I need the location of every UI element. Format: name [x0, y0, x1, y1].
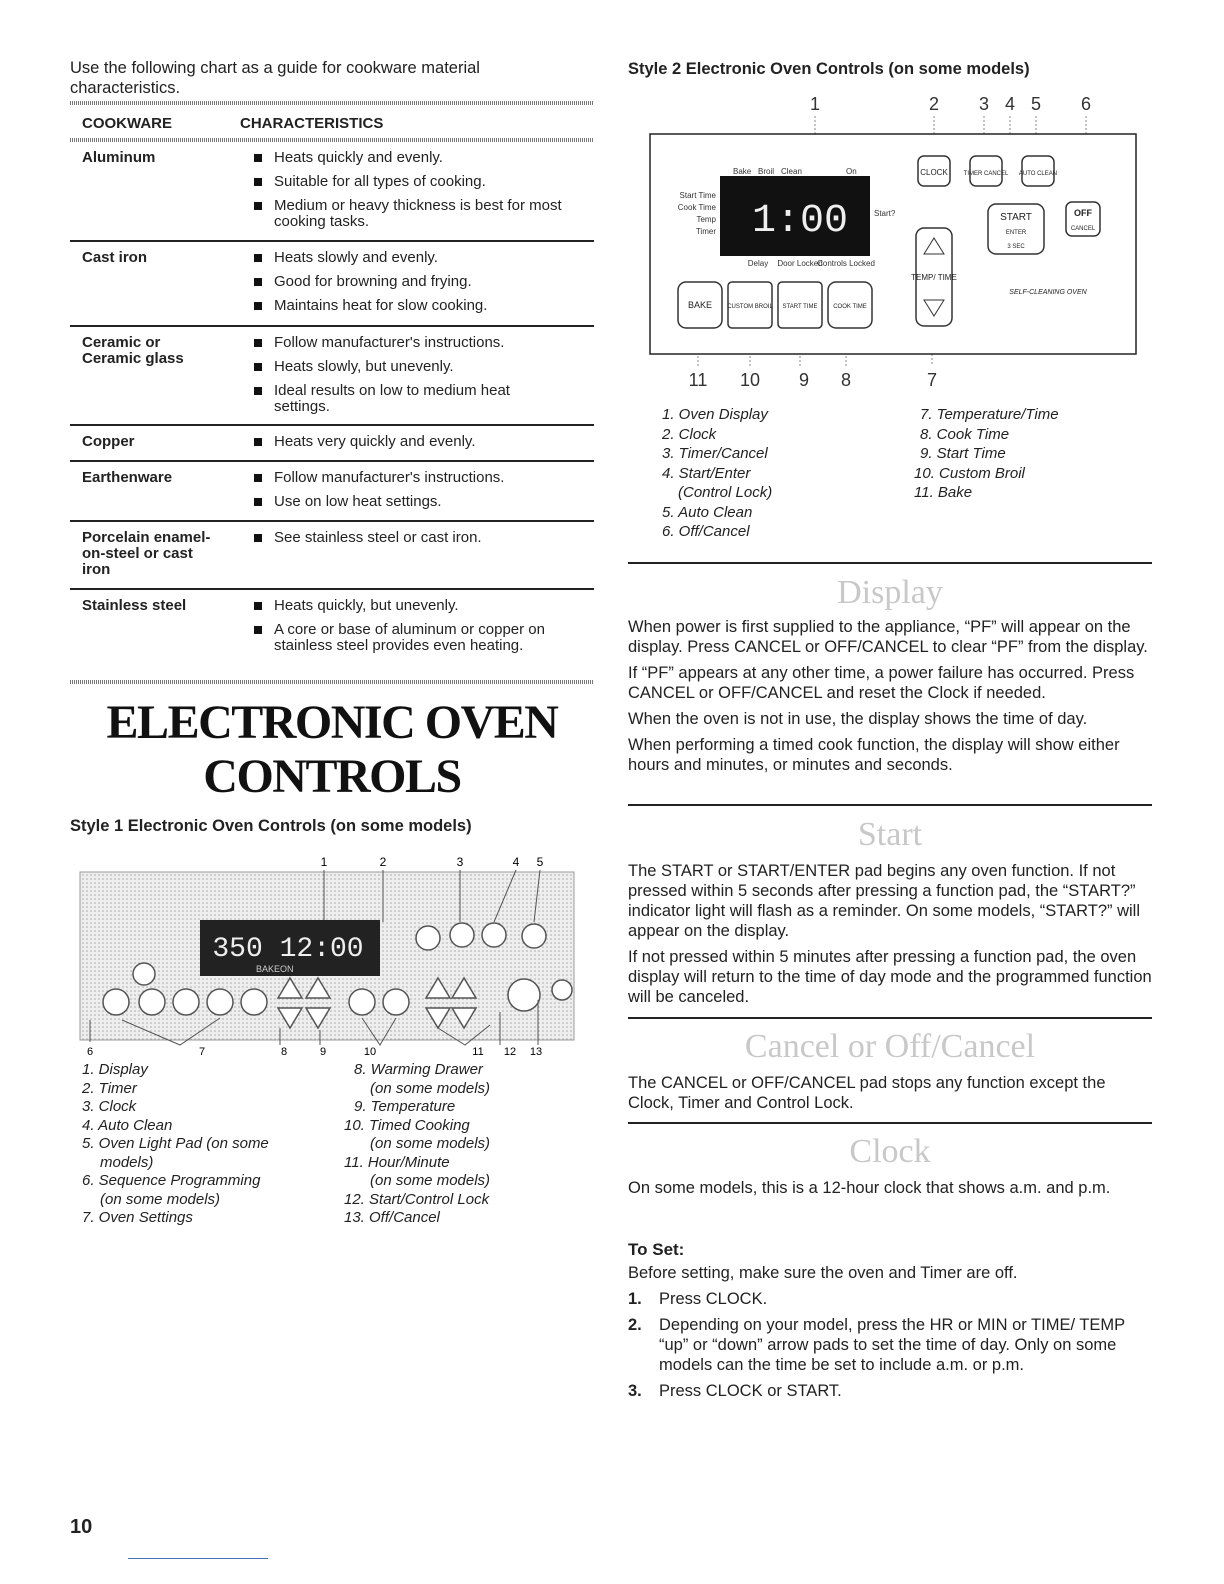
display-readout: 350 12:00 — [212, 934, 364, 965]
legend-item: 1. Oven Display — [662, 406, 768, 423]
legend-item: 5. Oven Light Pad (on some — [82, 1135, 269, 1152]
row-divider — [70, 460, 594, 462]
list-item: Heats slowly and evenly. — [240, 250, 594, 266]
list-item — [628, 1315, 1152, 1375]
oven-settings-pad[interactable] — [207, 989, 233, 1015]
to-set-heading: To Set: — [628, 1240, 685, 1259]
start-pad[interactable] — [508, 979, 540, 1011]
list-item: Suitable for all types of cooking. — [240, 174, 594, 190]
callout-label: 4 — [512, 855, 520, 869]
callout-label: 10 — [363, 1046, 377, 1058]
display-label: Door Locked — [777, 259, 823, 268]
list-item: Heats slowly, but unevenly. — [240, 359, 594, 375]
display-label: Timer — [695, 227, 716, 236]
start-section-title: Start — [857, 816, 923, 853]
off-cancel-pad[interactable] — [552, 980, 572, 1000]
style1-legend-left — [82, 1061, 269, 1228]
display-badge-on: ON — [280, 964, 294, 974]
legend-item: (Control Lock) — [678, 484, 773, 501]
style2-heading: Style 2 Electronic Oven Controls (on some models) — [628, 60, 1030, 78]
legend-item: 12. Start/Control Lock — [344, 1190, 490, 1208]
step-number: 3. — [628, 1382, 642, 1400]
cancel-section-body: The CANCEL or OFF/CANCEL pad stops any function except the Clock, Timer and Control Lock. — [628, 1074, 1106, 1112]
paragraph: When performing a timed cook function, the display will show either hours and minutes, or minutes and seconds. — [628, 736, 1120, 774]
clock-section-title: Clock — [849, 1133, 931, 1170]
paragraph: If “PF” appears at any other time, a power failure has occurred. Press CANCEL or OFF/CANCEL and reset the Clock if needed. — [628, 664, 1135, 702]
list-item — [628, 1381, 1152, 1401]
style2-bottom-callouts — [689, 370, 937, 390]
style2-legend-right — [914, 405, 1059, 503]
callout-label: 6 — [1080, 94, 1092, 114]
display-label: Start? — [874, 209, 896, 218]
section-divider — [628, 804, 1152, 806]
pad-label: AUTO CLEAN — [1018, 171, 1058, 177]
callout-label: 5 — [1030, 94, 1042, 114]
callout-label: 9 — [798, 370, 810, 390]
cookware-header: COOKWARE — [82, 115, 172, 132]
legend-item: 7. Temperature/Time — [920, 406, 1059, 423]
callout-label: 6 — [86, 1046, 94, 1058]
pad-label: CANCEL — [1070, 226, 1096, 232]
pad-label: CUSTOM BROIL — [727, 304, 773, 310]
main-title-line-1: ELECTRONIC OVEN — [106, 696, 558, 749]
cookware-name: Ceramic or Ceramic glass — [82, 334, 184, 367]
pad-label: TEMP/ TIME — [911, 273, 957, 282]
callout-label: 10 — [739, 370, 761, 390]
style1-bottom-callouts — [87, 1046, 542, 1058]
cookware-name: Cast iron — [82, 249, 148, 266]
intro-text: Use the following chart as a guide for cookware material characteristics. — [70, 59, 480, 97]
list-item: A core or base of aluminum or copper on stainless steel provides even heating. — [240, 622, 574, 654]
style1-panel-diagram — [70, 850, 590, 1060]
legend-item: 3. Clock — [82, 1098, 137, 1115]
legend-item: 1. Display — [82, 1061, 148, 1078]
start-section-body — [628, 861, 1152, 1007]
display-label: Temp — [696, 215, 716, 224]
paragraph: When the oven is not in use, the display shows the time of day. — [628, 710, 1088, 728]
row-divider — [70, 424, 594, 426]
legend-item: 11. Bake — [914, 484, 973, 501]
legend-item: 13. Off/Cancel — [344, 1209, 440, 1226]
callout-label: 9 — [319, 1046, 327, 1058]
list-item — [628, 1289, 1152, 1309]
step-number: 2. — [628, 1316, 642, 1334]
pad-label: TIMER CANCEL — [963, 171, 1009, 177]
style2-panel-diagram — [628, 86, 1144, 392]
legend-item: 10. Custom Broil — [914, 464, 1025, 482]
main-title — [70, 696, 594, 804]
timed-cooking-pad[interactable] — [383, 989, 409, 1015]
style1-top-callouts — [321, 855, 544, 869]
paragraph: The START or START/ENTER pad begins any oven function. If not pressed within 5 seconds after pressing a function pad, the “START?” indicator light will flash as a reminder. On some models, “START?” will appear on the display. — [628, 862, 1140, 940]
characteristics-header: CHARACTERISTICS — [240, 115, 384, 132]
legend-item: 3. Timer/Cancel — [662, 445, 768, 462]
section-divider — [628, 1122, 1152, 1124]
section-divider — [628, 562, 1152, 564]
callout-label: 1 — [320, 855, 328, 869]
step-number: 1. — [628, 1290, 642, 1308]
pad-label: 3 SEC — [1007, 244, 1025, 250]
legend-item: (on some models) — [370, 1172, 491, 1189]
legend-item: (on some models) — [370, 1135, 491, 1152]
display-label: Clean — [781, 167, 802, 176]
clock-pad[interactable] — [450, 923, 474, 947]
callout-label: 2 — [379, 855, 387, 869]
style1-legend-right — [340, 1061, 490, 1228]
cookware-name: Copper — [82, 433, 135, 450]
legend-item: 10. Timed Cooking — [344, 1116, 470, 1134]
callout-label: 7 — [198, 1046, 206, 1058]
legend-item: 5. Auto Clean — [662, 503, 753, 521]
display-label: Bake — [733, 167, 752, 176]
pad-label: BAKE — [687, 300, 713, 310]
paragraph: If not pressed within 5 minutes after pressing a function pad, the oven display will return to the time of day mode and the programmed function will be canceled. — [628, 948, 1152, 1006]
callout-label: 12 — [503, 1046, 517, 1058]
pad-label: START TIME — [782, 304, 818, 310]
legend-item: 9. Start Time — [920, 445, 1006, 462]
warming-drawer-pad[interactable] — [241, 989, 267, 1015]
style2-legend-left — [662, 405, 772, 542]
row-divider — [70, 325, 594, 327]
timer-pad[interactable] — [416, 926, 440, 950]
list-item: Follow manufacturer's instructions. — [240, 335, 594, 351]
callout-label: 4 — [1004, 94, 1016, 114]
clock-section-body: On some models, this is a 12-hour clock that shows a.m. and p.m. — [628, 1179, 1111, 1197]
cookware-name: Porcelain enamel-on-steel or cast iron — [82, 529, 211, 578]
pad-label: CLOCK — [920, 168, 948, 177]
timed-cooking-pad[interactable] — [349, 989, 375, 1015]
oven-light-pad[interactable] — [522, 924, 546, 948]
callout-label: 11 — [688, 370, 708, 390]
legend-item: 2. Clock — [662, 425, 717, 443]
callout-label: 13 — [529, 1046, 543, 1058]
self-cleaning-label: SELF-CLEANING OVEN — [1009, 289, 1087, 296]
callout-label: 7 — [926, 370, 938, 390]
step-text: Press CLOCK or START. — [659, 1382, 842, 1400]
callout-label: 2 — [928, 94, 940, 114]
display-label: Delay — [747, 259, 769, 268]
sequence-pad[interactable] — [133, 963, 155, 985]
legend-item: 6. Sequence Programming — [82, 1172, 261, 1189]
list-item: Use on low heat settings. — [240, 494, 594, 510]
step-text: Press CLOCK. — [659, 1290, 768, 1308]
callout-label: 5 — [536, 855, 544, 869]
legend-item: 2. Timer — [82, 1079, 137, 1097]
callout-label: 11 — [472, 1046, 484, 1058]
list-item: Heats quickly and evenly. — [240, 150, 594, 166]
section-divider — [628, 1017, 1152, 1019]
to-set-intro: Before setting, make sure the oven and Timer are off. — [628, 1264, 1018, 1282]
list-item: Maintains heat for slow cooking. — [240, 298, 594, 314]
footer-line — [128, 1558, 268, 1559]
pad-label: ENTER — [1005, 230, 1027, 236]
step-text: Depending on your model, press the HR or MIN or TIME/ TEMP “up” or “down” arrow pads to set the time of day. Only on some models can the time be set to include a.m. or p.m. — [659, 1316, 1125, 1374]
callout-label: 3 — [456, 855, 464, 869]
row-divider — [70, 520, 594, 522]
oven-settings-pad[interactable] — [103, 989, 129, 1015]
main-title-line-2: CONTROLS — [203, 750, 461, 803]
legend-item: 7. Oven Settings — [82, 1209, 193, 1226]
legend-item: (on some models) — [370, 1079, 491, 1097]
table-top-rule — [70, 101, 594, 105]
display-label: Controls Locked — [817, 259, 875, 268]
row-divider — [70, 240, 594, 242]
callout-label: 8 — [280, 1046, 288, 1058]
legend-item: 9. Temperature — [354, 1098, 456, 1115]
oven-settings-pad[interactable] — [173, 989, 199, 1015]
display-section-body — [628, 617, 1152, 775]
display-label: Cook Time — [677, 203, 716, 212]
cookware-name: Aluminum — [82, 149, 156, 166]
list-item: Heats quickly, but unevenly. — [240, 598, 594, 614]
paragraph: When power is first supplied to the appliance, “PF” will appear on the display. Press CANCEL or OFF/CANCEL to clear “PF” from the display. — [628, 618, 1148, 656]
callout-label: 1 — [809, 94, 821, 114]
table-bottom-rule — [70, 680, 594, 684]
header-rule — [70, 138, 594, 142]
style2-top-callouts — [810, 94, 1091, 114]
list-item: Medium or heavy thickness is best for most cooking tasks. — [240, 198, 594, 230]
list-item: Heats very quickly and evenly. — [240, 434, 594, 450]
display-label: Broil — [758, 167, 775, 176]
display-readout: 1:00 — [751, 199, 849, 244]
list-item: Ideal results on low to medium heat settings. — [240, 383, 534, 415]
legend-item: 4. Auto Clean — [82, 1116, 173, 1134]
pad-label: OFF — [1074, 208, 1092, 218]
auto-clean-pad[interactable] — [482, 923, 506, 947]
pad-label: COOK TIME — [833, 304, 867, 310]
legend-item: 11. Hour/Minute — [344, 1153, 450, 1171]
list-item: Follow manufacturer's instructions. — [240, 470, 594, 486]
legend-item: 8. Warming Drawer — [354, 1061, 483, 1078]
cookware-name: Stainless steel — [82, 597, 187, 614]
display-label: Start Time — [679, 191, 716, 200]
legend-item: 6. Off/Cancel — [662, 523, 750, 540]
display-section-title: Display — [837, 574, 943, 611]
legend-item: 8. Cook Time — [920, 425, 1010, 443]
pad-label: START — [1000, 212, 1032, 223]
style1-heading: Style 1 Electronic Oven Controls (on some models) — [70, 817, 472, 835]
cancel-section-title: Cancel or Off/Cancel — [744, 1028, 1036, 1065]
legend-item: (on some models) — [100, 1190, 221, 1208]
list-item: Good for browning and frying. — [240, 274, 594, 290]
cookware-name: Earthenware — [82, 469, 173, 486]
page-number: 10 — [70, 1516, 93, 1538]
display-badge-bake: BAKE — [256, 964, 281, 974]
display-label: On — [846, 167, 857, 176]
legend-item: 4. Start/Enter — [662, 464, 751, 482]
callout-label: 3 — [978, 94, 990, 114]
to-set-steps — [628, 1289, 1152, 1401]
legend-item: models) — [100, 1153, 154, 1171]
list-item: See stainless steel or cast iron. — [240, 530, 594, 546]
row-divider — [70, 588, 594, 590]
callout-label: 8 — [840, 370, 852, 390]
oven-settings-pad[interactable] — [139, 989, 165, 1015]
